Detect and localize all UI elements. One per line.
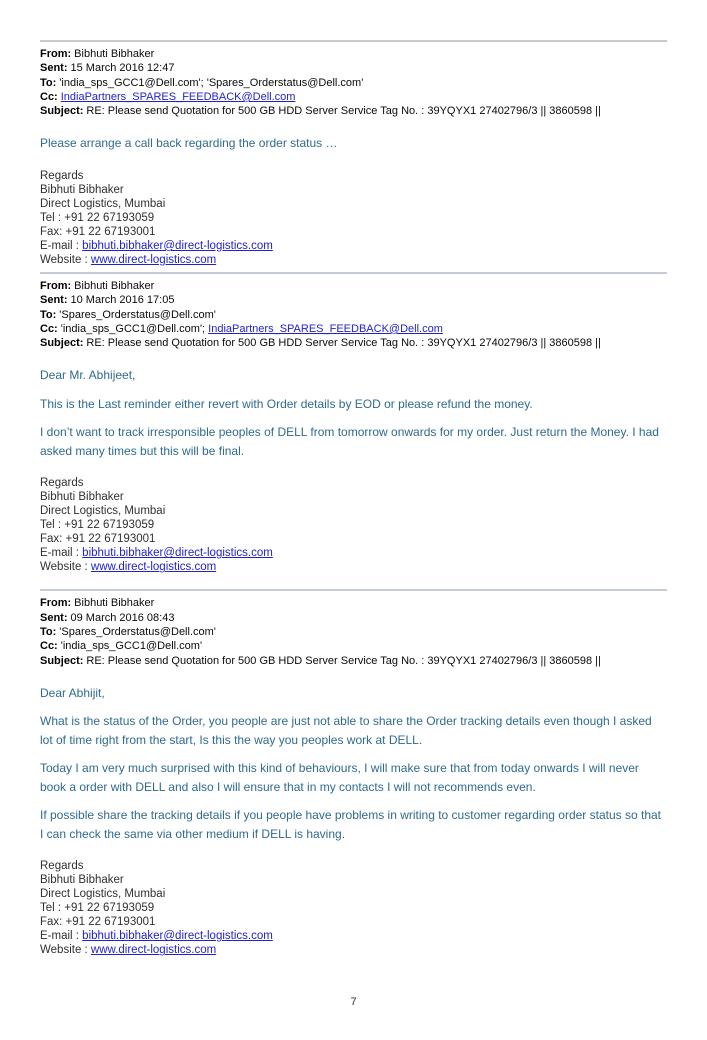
signature-email-link[interactable]: bibhuti.bibhaker@direct-logistics.com [82, 239, 273, 252]
signature-name: Bibhuti Bibhaker [40, 874, 124, 887]
email-body-paragraph: If possible share the tracking details if you people have problems in writing to customer regarding order status so that I can check the same via other medium if DELL is having. [40, 808, 661, 841]
signature-email-label: E-mail : [40, 547, 83, 560]
to-value: 'Spares_Orderstatus@Dell.com' [59, 308, 216, 321]
signature-email-label: E-mail : [40, 239, 83, 252]
signature-email-line [40, 546, 667, 560]
signature-company: Direct Logistics, Mumbai [40, 197, 166, 210]
email-body [40, 366, 667, 460]
email-body-paragraph: What is the status of the Order, you people are just not able to share the Order tracking details even though I asked lot of time right from the start, Is this the way you peoples work at DELL. [40, 714, 652, 747]
header-subject-line [40, 104, 667, 118]
signature-fax: Fax: +91 22 67193001 [40, 225, 156, 238]
email-headers [40, 47, 667, 118]
email-block-3 [40, 596, 667, 957]
from-value: Bibhuti Bibhaker [74, 279, 155, 292]
email-salutation: Dear Mr. Abhijeet, [40, 368, 136, 383]
header-cc-line [40, 322, 667, 336]
email-block-2 [40, 279, 667, 574]
signature-company: Direct Logistics, Mumbai [40, 505, 166, 518]
sent-label: Sent: [40, 62, 68, 75]
signature-website-label: Website : [40, 944, 91, 957]
from-value: Bibhuti Bibhaker [74, 48, 155, 60]
email-body-paragraph: I don’t want to track irresponsible peoples of DELL from tomorrow onwards for my order. Just return the Money. I had asked many times but this will be final. [40, 425, 659, 458]
email-signature [40, 169, 667, 267]
signature-website-label: Website : [40, 561, 91, 574]
email-separator [40, 589, 667, 591]
signature-website-line [40, 253, 667, 267]
email-body-paragraph: This is the Last reminder either revert with Order details by EOD or please refund the money. [40, 396, 533, 411]
cc-email-link[interactable]: IndiaPartners_SPARES_FEEDBACK@Dell.com [208, 322, 443, 335]
subject-value: RE: Please send Quotation for 500 GB HDD Server Service Tag No. : 39YQYX1 27402796/3 || 3860598 || [86, 337, 601, 350]
email-block-1 [40, 47, 667, 267]
signature-website-link[interactable]: www.direct-logistics.com [90, 561, 217, 574]
to-label: To: [40, 308, 57, 321]
header-sent-line [40, 293, 667, 307]
signature-website-line [40, 560, 667, 574]
header-to-line [40, 76, 667, 90]
signature-tel: Tel : +91 22 67193059 [40, 519, 155, 532]
email-body [40, 684, 667, 844]
cc-label: Cc: [40, 322, 58, 335]
header-cc-line [40, 90, 667, 104]
header-from-line [40, 47, 667, 61]
cc-value: 'india_sps_GCC1@Dell.com'; [60, 322, 209, 335]
subject-label: Subject: [40, 337, 84, 350]
sent-label: Sent: [40, 611, 68, 624]
email-body-paragraph: Please arrange a call back regarding the order status … [40, 136, 338, 151]
signature-name: Bibhuti Bibhaker [40, 183, 124, 196]
signature-name: Bibhuti Bibhaker [40, 491, 124, 504]
header-subject-line [40, 654, 667, 668]
signature-regards: Regards [40, 477, 84, 490]
subject-label: Subject: [40, 654, 84, 667]
signature-website-label: Website : [40, 253, 91, 266]
email-headers [40, 596, 667, 667]
sent-label: Sent: [40, 294, 68, 307]
signature-email-label: E-mail : [40, 930, 83, 943]
email-headers [40, 279, 667, 350]
header-sent-line [40, 611, 667, 625]
to-label: To: [40, 76, 57, 89]
page-number: 7 [350, 996, 357, 1008]
header-cc-line [40, 639, 667, 653]
signature-fax: Fax: +91 22 67193001 [40, 916, 156, 929]
signature-tel: Tel : +91 22 67193059 [40, 902, 155, 915]
signature-website-line [40, 943, 667, 957]
to-label: To: [40, 626, 57, 639]
header-from-line [40, 279, 667, 293]
email-signature [40, 859, 667, 957]
subject-label: Subject: [40, 105, 84, 118]
signature-fax: Fax: +91 22 67193001 [40, 533, 156, 546]
signature-regards: Regards [40, 860, 84, 873]
signature-email-line [40, 239, 667, 253]
signature-regards: Regards [40, 169, 84, 182]
email-body [40, 134, 667, 153]
cc-label: Cc: [40, 90, 58, 103]
signature-email-link[interactable]: bibhuti.bibhaker@direct-logistics.com [82, 547, 273, 560]
email-salutation: Dear Abhijit, [40, 685, 105, 700]
header-to-line [40, 625, 667, 639]
cc-value: 'india_sps_GCC1@Dell.com' [60, 640, 203, 653]
subject-value: RE: Please send Quotation for 500 GB HDD Server Service Tag No. : 39YQYX1 27402796/3 || 3860598 || [86, 654, 601, 667]
email-separator [40, 272, 667, 274]
cc-email-link[interactable]: IndiaPartners_SPARES_FEEDBACK@Dell.com [60, 90, 296, 103]
sent-value: 10 March 2016 17:05 [70, 294, 175, 307]
cc-label: Cc: [40, 640, 58, 653]
from-value: Bibhuti Bibhaker [74, 597, 155, 610]
email-separator [40, 40, 667, 42]
signature-email-link[interactable]: bibhuti.bibhaker@direct-logistics.com [82, 930, 273, 943]
to-value: 'india_sps_GCC1@Dell.com'; 'Spares_Orderstatus@Dell.com' [59, 76, 364, 89]
to-value: 'Spares_Orderstatus@Dell.com' [59, 626, 216, 639]
from-label: From: [40, 597, 72, 610]
from-label: From: [40, 48, 72, 60]
subject-value: RE: Please send Quotation for 500 GB HDD Server Service Tag No. : 39YQYX1 27402796/3 || 3860598 || [86, 105, 601, 118]
signature-email-line [40, 929, 667, 943]
signature-tel: Tel : +91 22 67193059 [40, 211, 155, 224]
sent-value: 09 March 2016 08:43 [70, 611, 175, 624]
email-signature [40, 476, 667, 574]
from-label: From: [40, 279, 72, 292]
header-subject-line [40, 336, 667, 350]
header-to-line [40, 308, 667, 322]
sent-value: 15 March 2016 12:47 [70, 62, 175, 75]
header-sent-line [40, 61, 667, 75]
header-from-line [40, 596, 667, 610]
signature-company: Direct Logistics, Mumbai [40, 888, 166, 901]
email-body-paragraph: Today I am very much surprised with this kind of behaviours, I will make sure that from today onwards I will never book a order with DELL and also I will ensure that in my contacts I will not recommends even. [40, 761, 639, 794]
document-page [40, 40, 667, 1040]
signature-website-link[interactable]: www.direct-logistics.com [90, 253, 217, 266]
signature-website-link[interactable]: www.direct-logistics.com [90, 944, 217, 957]
